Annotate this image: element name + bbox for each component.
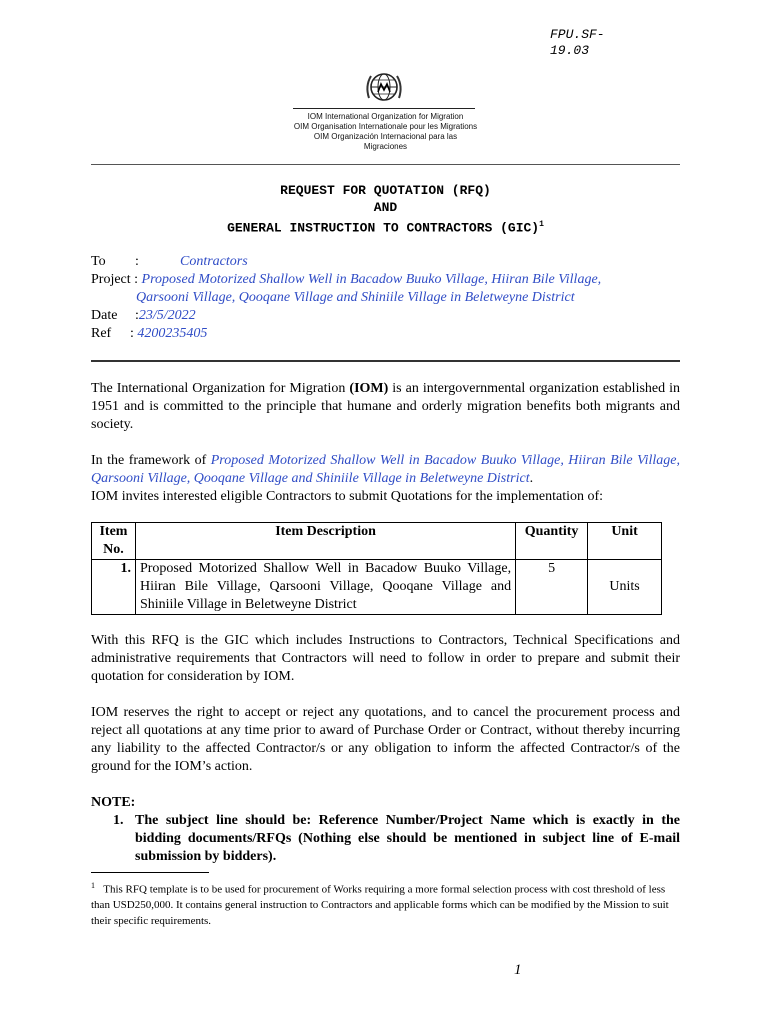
cell-quantity: 5: [516, 560, 588, 615]
page-number: 1: [514, 962, 522, 978]
intro-text-a: The International Organization for Migration: [91, 381, 350, 396]
framework-text-b: IOM invites interested eligible Contractors to submit Quotations for the implementation of:: [91, 489, 604, 504]
note-section: [91, 794, 680, 866]
reserve-paragraph: IOM reserves the right to accept or reject any quotations, and to cancel the procurement process and reject all quotations at any time prior to award of Purchase Order or Contract, without thereby incurring any liability to the affected Contractor/s or any obligation to inform the affected Contractor/s of the ground for the IOM’s action.: [91, 705, 680, 774]
title-line-2: AND: [373, 200, 398, 215]
date-line: [91, 307, 196, 325]
cell-item-no: 1.: [92, 560, 136, 615]
table-header-row: [92, 523, 662, 560]
intro-paragraph: [91, 380, 680, 434]
logo-text: [293, 112, 478, 152]
date-value: 23/5/2022: [138, 308, 196, 323]
to-separator: :: [135, 254, 139, 269]
un-globe-emblem-icon: [363, 68, 405, 108]
framework-paragraph: [91, 452, 680, 506]
framework-text-a: In the framework of: [91, 453, 211, 468]
cell-description: Proposed Motorized Shallow Well in Bacadow Buuko Village, Hiiran Bile Village, Qarsooni Village, Qooqane Village and Shiniile Village in Beletweyne District: [135, 560, 515, 615]
ref-value: 4200235405: [137, 326, 208, 341]
intro-text-b: is an intergovernmental organization established in 1951 and is committed to the principle that humane and orderly migration benefits both migrants and society.: [91, 381, 680, 432]
ref-label: Ref: [91, 326, 112, 341]
table-row: [92, 560, 662, 615]
cell-unit: Units: [588, 560, 662, 615]
section-divider: [91, 360, 680, 362]
to-value: Contractors: [180, 254, 248, 269]
footnote: [91, 878, 680, 929]
gic-paragraph: With this RFQ is the GIC which includes Instructions to Contractors, Technical Specifications and administrative requirements that Contractors will need to follow in order to prepare and submit their quotation for consideration by IOM.: [91, 633, 680, 684]
logo-divider: [293, 108, 475, 109]
date-label: Date: [91, 308, 118, 323]
project-line-2: [136, 289, 575, 307]
title-line-3-text: GENERAL INSTRUCTION TO CONTRACTORS (GIC): [227, 220, 540, 236]
col-unit: Unit: [588, 523, 662, 560]
title-line-1: REQUEST FOR QUOTATION (RFQ): [280, 183, 491, 198]
title-line-3: [91, 216, 680, 236]
framework-project: Proposed Motorized Shallow Well in Bacadow Buuko Village, Hiiran Bile Village, Qarsooni Village, Qooqane Village and Shiniile Village in Beletweyne District: [91, 453, 680, 486]
header-divider: [91, 164, 680, 165]
to-line: [91, 253, 248, 271]
document-title: [91, 182, 680, 236]
footnote-mark: 1: [91, 881, 95, 890]
note-item-text: The subject line should be: Reference Number/Project Name which is exactly in the bidding documents/RFQs (Nothing else should be mentioned in subject line of E-mail submission by bidders).: [135, 813, 680, 864]
logo-line-fr: OIM Organisation Internationale pour les Migrations: [293, 122, 478, 131]
note-item: [113, 812, 680, 866]
to-label: To: [91, 254, 106, 269]
project-value-1: Proposed Motorized Shallow Well in Bacadow Buuko Village, Hiiran Bile Village,: [141, 272, 602, 287]
intro-iom-bold: (IOM): [349, 381, 389, 396]
footnote-divider: [91, 872, 209, 873]
project-value-2: Qarsooni Village, Qooqane Village and Shiniile Village in Beletweyne District: [136, 290, 575, 305]
project-label: Project :: [91, 272, 139, 287]
logo-line-es: OIM Organización Internacional para las Migraciones: [313, 132, 458, 151]
date-separator: :: [135, 308, 139, 323]
note-item-number: 1.: [113, 813, 124, 828]
items-table: [91, 522, 662, 615]
logo-line-en: IOM International Organization for Migration: [307, 112, 464, 121]
framework-dot: .: [529, 471, 534, 486]
col-description: Item Description: [135, 523, 515, 560]
col-quantity: Quantity: [516, 523, 588, 560]
title-footnote-mark: 1: [539, 220, 544, 229]
footnote-text: This RFQ template is to be used for procurement of Works requiring a more formal selection process with cost threshold of less than USD250,000. It contains general instruction to Contractors and applicable forms which can be modified by the Mission to suit their specific requirements.: [91, 883, 669, 927]
note-label: NOTE:: [91, 795, 136, 810]
ref-line: [91, 325, 207, 343]
document-code: FPU.SF-19.03: [550, 27, 605, 58]
project-line: [91, 271, 601, 289]
ref-separator: :: [130, 326, 134, 341]
col-item-no: Item No.: [92, 523, 136, 560]
